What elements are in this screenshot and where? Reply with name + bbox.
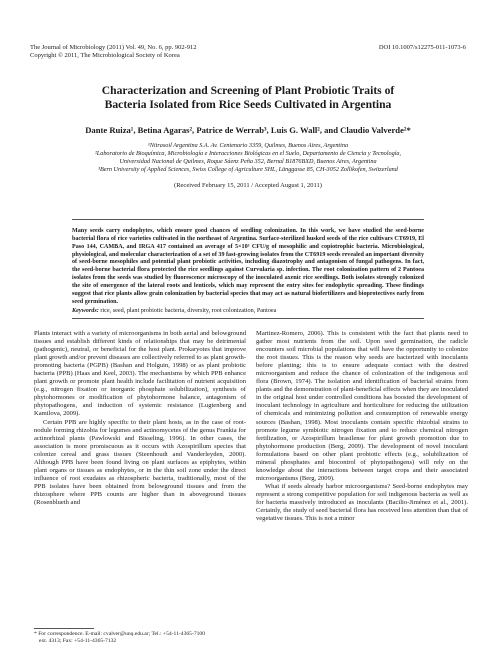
abstract-text: Many seeds carry endophytes, which ensure good chances of seedling colonization. In this work, we have studied the seed-borne bacterial flora of rice varieties cultivated in the northeast of Argentina. Surface-sterilized husked seeds of the rice cultivars CT6919, El Paso 144, CAMBA, and IRGA 417 contained an average of 5×10³ CFU/g of mesophilic and copiotrophic bacteria. Microbiological, physiological, and molecular characterization of a set of 39 fast-growing isolates from the CT6919 seeds revealed an important diversity of seed-borne mesophiles and potential plant probiotic activities, including diazotrophy and antagonism of fungal pathogens. In fact, the seed-borne bacterial flora protected the rice seedlings against Curvularia sp. infection. The root colonization pattern of 2 Pantoea isolates from the seeds was studied by fluorescence microscopy of the inoculated axenic rice seedlings. Both isolates strongly colonized the site of emergence of the lateral roots and lenticels, which may represent the entry sites for endophytic spreading. These findings suggest that rice plants allow grain colonization by bacterial species that may act as natural biofertilizers and bioprotectives early from seed germination. xyxy=(72,228,424,305)
paper-title xyxy=(40,84,456,112)
affiliation-1: ¹Nitrasoil Argentina S.A. Av. Centenario 3359, Quilmes, Buenos Aires, Argentina xyxy=(147,142,349,149)
affiliations xyxy=(30,142,466,174)
affiliation-3: ³Bern University of Applied Sciences, Swiss College of Agriculture SHL, Länggasse 85, CH-3052 Zollikofen, Switzerland xyxy=(98,166,398,173)
body-column-right xyxy=(256,330,468,523)
journal-header xyxy=(30,44,197,60)
body-paragraph: Certain PPB are highly specific to their plant hosts, as in the case of root-nodule forming rhizobia for legumes and actinomycetes of the genus Frankia for actinorhizal plants (Pawlowski and Bisseling, 1996). In other cases, the association is more promiscuous as it occurs with Azospirillum species that colonize cereal and grass tissues (Steenhoudt and Vanderleyden, 2000). Although PPB have been found living on plant surfaces as epiphytes, within plant organs or tissues as endophytes, or in the thin soil zone under the direct influence of root exudates as rhizospheric bacteria, traditionally, most of the PPB isolates have been obtained from belowground tissues and from the rhizosphere where PPB counts are higher than in aboveground tissues (Rosenblueth and xyxy=(34,418,246,506)
footnote-line-1: * For correspondence. E-mail: cvalver@unq.edu.ar; Tel.: +54-11-4365-7100 xyxy=(34,631,206,637)
copyright-notice: Copyright © 2011, The Microbiological Society of Korea xyxy=(30,52,180,59)
body-paragraph: Martinez-Romero, 2006). This is consistent with the fact that plants need to gather most nutrients from the soil. Upon seed germination, the radicle encounters soil microbial populations that will have the opportunity to colonize the root tissues. This is the reason why seeds are bacterized with inoculants before planting; this is to ensure adequate contact with the desired microorganism and reduce the chance of colonization of the indigenous soil flora (Brown, 1974). The isolation and identification of bacterial strains from plants and the demonstration of plant-beneficial effects when they are inoculated in the original host under controlled conditions has boosted the development of inoculant technology in agriculture and horticulture for reducing the utilization of chemicals and minimizing pollution and consumption of renewable energy sources (Bashan, 1998). Most inoculants contain specific rhizobial strains to promote legume symbiotic nitrogen fixation and to reduce chemical nitrogen fertilization, or Azospirillum brasilense for plant growth promotion due to phytohormone production (Berg, 2009). The development of novel inoculant formulations based on other plant probiotic effects (e.g., solubilization of mineral phosphates and biocontrol of phytopathogens) will rely on the knowledge about the interactions between target crops and their associated microorganisms (Berg, 2009). xyxy=(256,330,468,482)
abstract-bottom-rule xyxy=(72,318,424,319)
body-paragraph: Plants interact with a variety of microorganisms in both aerial and belowground tissues and establish different kinds of relationships that may be detrimental (pathogenic), neutral, or beneficial for the host plant. Prokaryotes that improve plant growth and/or prevent diseases are collectively referred to as plant growth-promoting bacteria (PGPB) (Bashan and Holguin, 1998) or as plant probiotic bacteria (PPB) (Haas and Keel, 2003). The mechanisms by which PPB enhance plant growth or promote plant health include facilitation of nutrient acquisition (e.g., nitrogen fixation or inorganic phosphate solubilization), synthesis of phytohormones or modification of phytohormone balance, antagonism of phytopathogens, and induction of systemic resistance (Lugtenberg and Kamilova, 2009). xyxy=(34,330,246,418)
body-paragraph: What if seeds already harbor microorganisms? Seed-borne endophytes may represent a strong competitive population for soil indigenous bacteria as well as for bacteria massively introduced as inoculants (Bacilio-Jiménez et al., 2001). Certainly, the study of seed bacterial flora has received less attention than that of vegetative tissues. This is not a minor xyxy=(256,482,468,523)
correspondence-footnote xyxy=(34,631,246,645)
journal-citation: The Journal of Microbiology (2011) Vol. 49, No. 6, pp. 902-912 xyxy=(30,44,197,51)
affiliation-2b: Universidad Nacional de Quilmes, Roque Sáenz Peña 352, Bernal B1876BXD, Buenos Aires, Argentina xyxy=(119,158,377,165)
keywords-text: rice, seed, plant probiotic bacteria, diversity, root colonization, Pantoea xyxy=(100,307,277,314)
title-line-2: Bacteria Isolated from Rice Seeds Cultivated in Argentina xyxy=(104,98,392,111)
footnote-rule xyxy=(34,628,94,629)
keywords xyxy=(72,307,424,314)
body-column-left xyxy=(34,330,246,507)
doi-label: DOI 10.1007/s12275-011-1073-6 xyxy=(378,44,466,51)
affiliation-2a: ²Laboratorio de Bioquímica, Microbiología e Interacciones Biológicas en el Suelo, Departamento de Ciencia y Tecnología, xyxy=(94,150,402,157)
keywords-label: Keywords: xyxy=(72,307,99,314)
footnote-line-2: ext. 4313; Fax: +54-11-4365-7132 xyxy=(39,638,117,644)
title-line-1: Characterization and Screening of Plant Probiotic Traits of xyxy=(101,84,395,97)
abstract-top-rule xyxy=(72,219,424,220)
author-list: Dante Ruiza¹, Betina Agaras², Patrice de Werrab³, Luis G. Wall², and Claudio Valverde²* xyxy=(85,125,411,135)
received-dates: (Received February 15, 2011 / Accepted August 1, 2011) xyxy=(174,182,322,189)
